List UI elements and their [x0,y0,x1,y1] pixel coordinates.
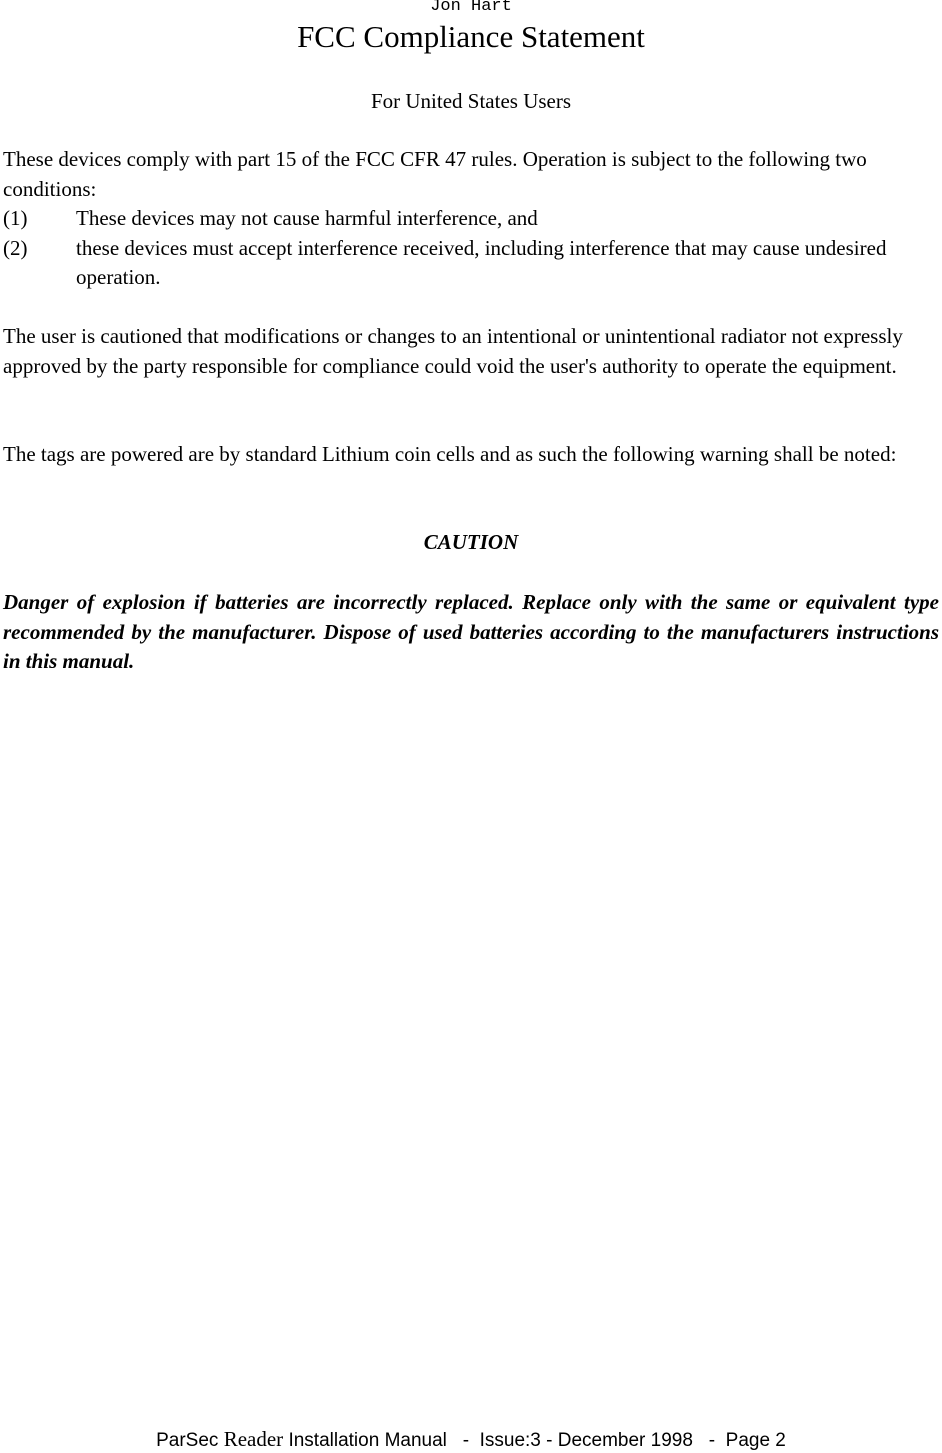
caution-warning-text: Danger of explosion if batteries are incorrectly replaced. Replace only with the same or equivalent type recommended by the manufacturer. Dispose of used batteries according to the manufacturers instructions in this manual. [3,590,939,673]
page-subtitle: For United States Users [370,89,572,113]
author-name: Jon Hart [430,0,512,16]
condition-text: these devices must accept interference received, including interference that may cause undesired operation. [76,235,887,289]
modification-paragraph: The user is cautioned that modifications or changes to an intentional or unintentional radiator not expressly approved by the party responsible for compliance could void the user's authority to operate the equipment. [3,324,903,378]
footer-brand-reader: Reader [223,1427,284,1451]
condition-number: (1) [3,206,28,230]
condition-number: (2) [3,235,28,260]
list-item [3,204,939,234]
page-footer [0,1427,942,1453]
battery-paragraph: The tags are powered are by standard Lithium coin cells and as such the following warning shall be noted: [3,442,897,466]
list-item [3,234,939,293]
footer-doc-info: Installation Manual - Issue:3 - December 1998 - Page 2 [283,1430,786,1451]
footer-brand-parsec: ParSec [156,1430,224,1451]
conditions-list [3,204,939,293]
caution-heading: CAUTION [423,530,519,554]
compliance-section [3,145,939,293]
page-title: FCC Compliance Statement [297,19,645,54]
condition-text: These devices may not cause harmful interference, and [76,206,538,230]
intro-paragraph: These devices comply with part 15 of the FCC CFR 47 rules. Operation is subject to the following two conditions: [3,147,867,201]
